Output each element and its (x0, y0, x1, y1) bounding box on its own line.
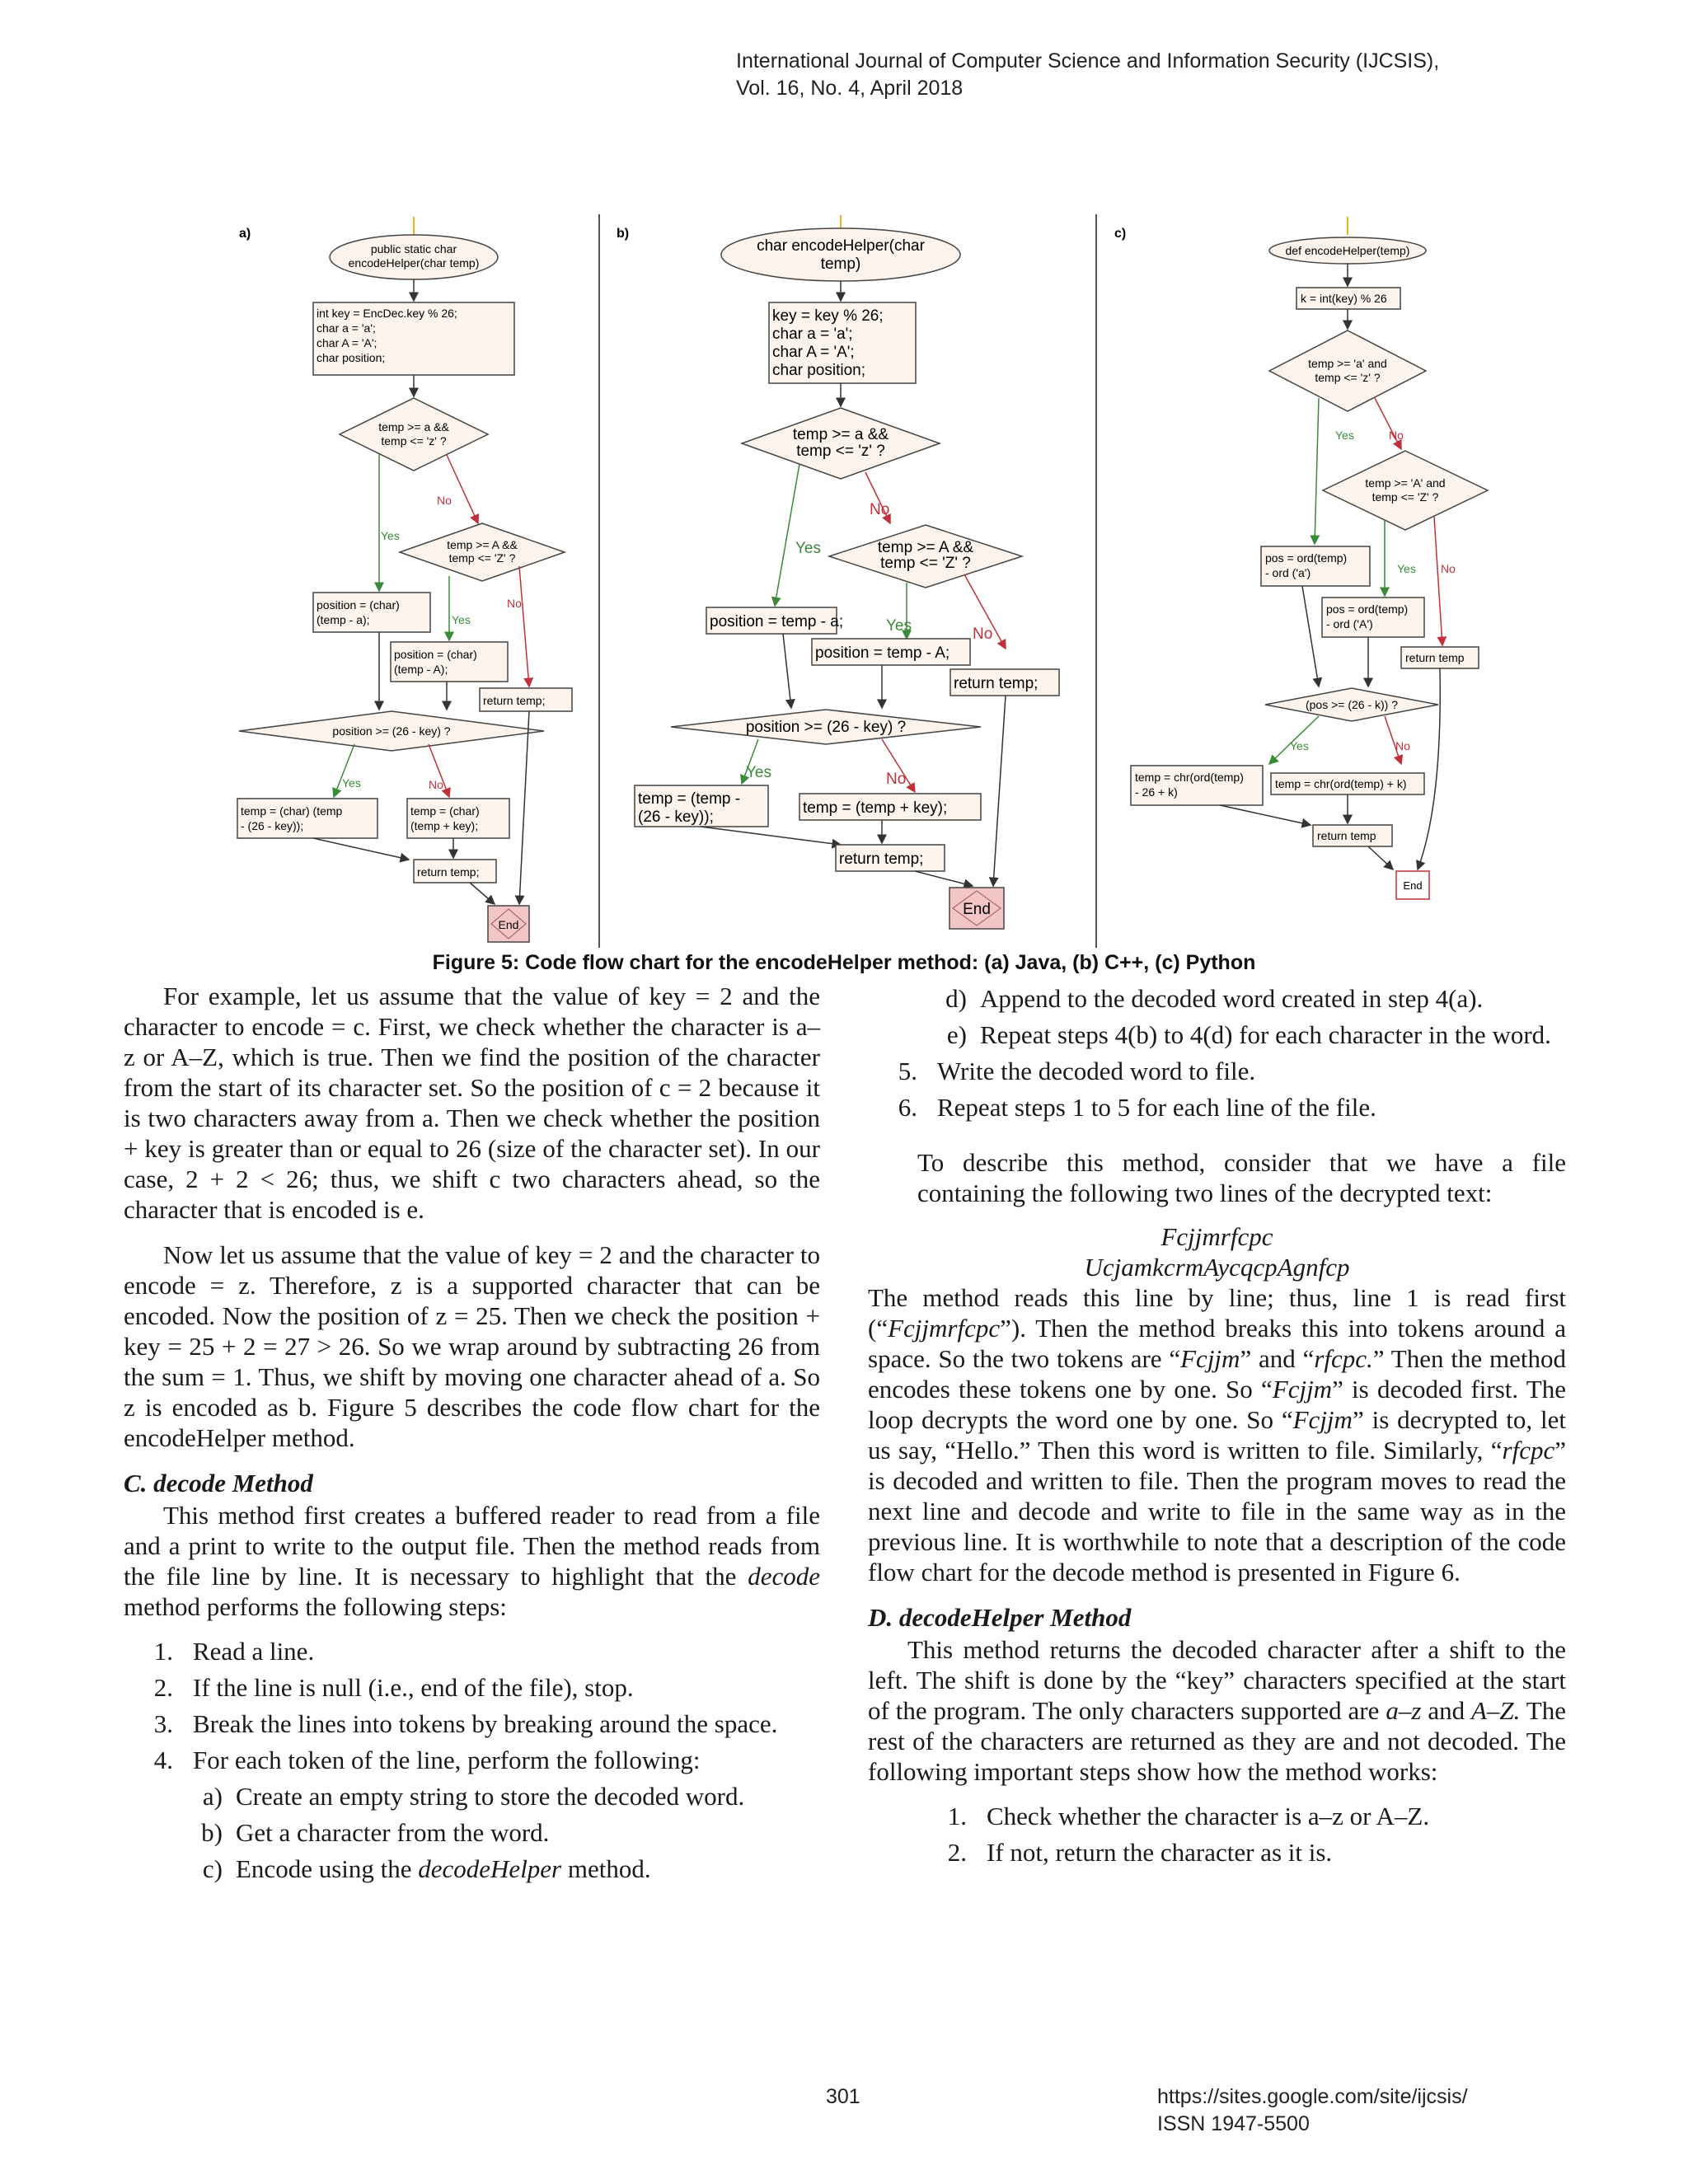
box-text: position = temp - a; (710, 613, 844, 630)
example-line-1: Fcjjmrfcpc (1160, 1222, 1273, 1251)
text-italic: a–z (1386, 1696, 1422, 1725)
list-number: 2. (947, 1838, 967, 1867)
box-text: k = int(key) % 26 (1301, 292, 1387, 305)
list-item (917, 981, 1566, 1017)
section-heading-decode: C. decode Method (124, 1469, 313, 1497)
yes-label: Yes (1397, 562, 1416, 575)
decision-text: (pos >= (26 - k)) ? (1305, 698, 1399, 711)
list-text (236, 1851, 820, 1887)
yes-label: Yes (746, 764, 771, 781)
panel-c-label: c) (1114, 227, 1127, 241)
list-text: Check whether the character is a–z or A–Z. (987, 1802, 1430, 1830)
list-text: Repeat steps 1 to 5 for each line of the file. (937, 1093, 1376, 1122)
box-text: (26 - key)); (638, 808, 714, 826)
figure-5 (231, 210, 1591, 952)
yes-label: Yes (886, 617, 912, 635)
no-label: No (886, 771, 907, 788)
decision-text: temp <= 'z' ? (1315, 371, 1381, 384)
page-number: 301 (826, 2085, 860, 2108)
list-text: Write the decoded word to file. (937, 1057, 1256, 1085)
start-text: public static char (370, 242, 457, 255)
box-text: temp = (temp - (638, 790, 741, 808)
box-text: pos = ord(temp) (1265, 551, 1348, 565)
init-line: int key = EncDec.key % 26; (316, 307, 457, 320)
box-text: pos = ord(temp) (1326, 602, 1409, 616)
decodehelper-steps-list (917, 1798, 1566, 1871)
list-text: If the line is null (i.e., end of the file), stop. (193, 1673, 634, 1702)
decision-text: temp <= 'Z' ? (448, 551, 516, 565)
decode-steps-list (124, 1633, 820, 1779)
box-text: - ord ('a') (1265, 566, 1311, 579)
text: ” and “ (1240, 1344, 1315, 1373)
list-number: e) (946, 1020, 967, 1049)
box-text: - ord ('A') (1326, 617, 1373, 630)
init-line: char a = 'a'; (316, 321, 376, 335)
list-item (917, 1835, 1566, 1871)
start-text: def encodeHelper(temp) (1285, 244, 1410, 257)
text-italic: rfcpc (1502, 1436, 1555, 1465)
panel-b (617, 215, 1059, 929)
end-text: End (1403, 879, 1423, 892)
text: The method reads this line by line; thus, line 1 is read first (“ (868, 1283, 1566, 1343)
text: method performs the following steps: (124, 1592, 507, 1621)
text: ” Then the method encodes these tokens one by one. So “ (868, 1344, 1566, 1404)
text: ” is decrypted to, let us say, “Hello.” Then this word is written to file. Similarly, “ (868, 1405, 1567, 1465)
end-text: End (963, 901, 991, 918)
list-number: 4. (153, 1746, 173, 1774)
list-text: Create an empty string to store the decoded word. (236, 1782, 745, 1811)
no-label: No (973, 626, 993, 643)
no-label: No (437, 494, 452, 507)
text: This method returns the decoded character after a shift to the left. The shift is done by the “key” characters specified at the start of the program. The only characters supported are (868, 1635, 1566, 1725)
list-text: For each token of the line, perform the following: (193, 1746, 701, 1774)
figure-caption: Figure 5: Code flow chart for the encodeHelper method: (a) Java, (b) C++, (c) Python (432, 951, 1256, 974)
list-item (173, 1779, 820, 1815)
box-text: (temp - A); (394, 663, 448, 676)
text-italic: rfcpc. (1314, 1344, 1373, 1373)
start-node (721, 228, 960, 281)
journal-volume: Vol. 16, No. 4, April 2018 (736, 77, 964, 100)
decode-steps-list (868, 1053, 1566, 1126)
decision-text: temp >= A && (447, 538, 518, 551)
text-italic: Fcjjm (1292, 1405, 1353, 1434)
journal-header (736, 48, 1439, 102)
list-item (868, 1090, 1566, 1126)
start-text: temp) (820, 255, 861, 273)
text-italic: decodeHelper (418, 1854, 562, 1883)
box-text: return temp; (417, 865, 480, 879)
decision-text: temp >= 'a' and (1308, 357, 1387, 370)
text: Encode using the (236, 1854, 419, 1883)
yes-label: Yes (452, 613, 471, 626)
list-item (124, 1670, 820, 1706)
no-label: No (429, 778, 443, 791)
no-label: No (1441, 562, 1456, 575)
footer-url[interactable]: https://sites.google.com/site/ijcsis/ (1157, 2085, 1468, 2108)
box-text: temp = (char) (410, 804, 480, 818)
paragraph: For example, let us assume that the value of key = 2 and the character to encode = c. First, we check whether the character is a–z or A–Z, which is true. Then we find the position of the character from the start of its character set. So the position of c = 2 because it is two characters away from a. Then we check whether the position + key is greater than or equal to 26 (size of the character set). In our case, 2 + 2 < 26; thus, we shift c two characters ahead, so the character that is encoded is e. (124, 982, 820, 1224)
list-text: Break the lines into tokens by breaking around the space. (193, 1709, 778, 1738)
section-heading-decodehelper: D. decodeHelper Method (868, 1603, 1132, 1632)
init-line: char A = 'A'; (772, 344, 855, 361)
journal-title: International Journal of Computer Science and Information Security (IJCSIS), (736, 49, 1440, 73)
list-number: 1. (947, 1802, 967, 1830)
list-text: Repeat steps 4(b) to 4(d) for each character in the word. (980, 1020, 1551, 1049)
example-line-2: UcjamkcrmAycqcpAgnfcp (1084, 1253, 1350, 1282)
list-number: 1. (153, 1637, 173, 1666)
footer-issn: ISSN 1947-5500 (1157, 2112, 1310, 2135)
box-text: position = temp - A; (815, 644, 950, 662)
box-text: - (26 - key)); (241, 819, 304, 832)
panel-a (237, 217, 572, 942)
init-line: char position; (772, 362, 866, 379)
text: The rest of the characters are returned as they are and not decoded. The following important steps show how the method works: (868, 1696, 1566, 1786)
decision-text: temp >= a && (792, 426, 889, 443)
list-text: Read a line. (193, 1637, 315, 1666)
list-item (917, 1798, 1566, 1835)
text: ”). Then the method breaks this into tokens around a space. So the two tokens are “ (868, 1314, 1566, 1373)
list-item (124, 1706, 820, 1742)
list-item (173, 1815, 820, 1851)
list-item (173, 1851, 820, 1887)
no-label: No (1395, 739, 1410, 752)
end-text: End (498, 918, 519, 931)
decision-text: temp >= a && (378, 420, 449, 434)
box-text: (temp + key); (410, 819, 479, 832)
start-text: encodeHelper(char temp) (348, 256, 480, 269)
sub-steps (173, 1779, 820, 1887)
box-text: return temp (1405, 651, 1465, 664)
list-number: d) (945, 984, 967, 1013)
box-text: return temp (1317, 829, 1376, 842)
list-number: a) (202, 1782, 223, 1811)
text: This method first creates a buffered reader to read from a file and a print to write to the output file. Then the method reads from the file line by line. It is necessary to highlight that the (124, 1501, 820, 1591)
text: method. (561, 1854, 651, 1883)
panel-c (1114, 217, 1488, 899)
text: ” is decoded first. The loop decrypts the word one by one. So “ (868, 1375, 1566, 1434)
paragraph (868, 1282, 1566, 1587)
box-text: position = (char) (394, 648, 477, 661)
panel-b-label: b) (617, 227, 630, 241)
box-text: return temp; (839, 851, 924, 868)
init-line: key = key % 26; (772, 307, 884, 325)
decision-text: temp <= 'z' ? (381, 434, 447, 448)
init-line: char A = 'A'; (316, 336, 377, 349)
list-item (917, 1017, 1566, 1053)
yes-label: Yes (1335, 429, 1354, 442)
panel-a-label: a) (239, 227, 251, 241)
list-number: c) (202, 1854, 223, 1883)
paragraph: Now let us assume that the value of key = 2 and the character to encode = z. Therefore, z is a supported character that can be encoded. Now the position of z = 25. Then we check the position + key = 25 + 2 = 27 > 26. So we wrap around by subtracting 26 from the sum = 1. Thus, we shift by moving one character ahead of a. So z is encoded as b. Figure 5 describes the code flow chart for the encodeHelper method. (124, 1240, 820, 1452)
box-text: temp = chr(ord(temp) (1135, 771, 1244, 784)
no-label: No (507, 597, 522, 610)
list-text: Append to the decoded word created in step 4(a). (980, 984, 1484, 1013)
list-item (124, 1633, 820, 1670)
yes-label: Yes (795, 540, 821, 557)
start-text: char encodeHelper(char (757, 237, 925, 255)
yes-label: Yes (381, 529, 400, 542)
decision-text: position >= (26 - key) ? (745, 719, 907, 736)
list-text: If not, return the character as it is. (987, 1838, 1333, 1867)
list-number: 3. (153, 1709, 173, 1738)
yes-label: Yes (1290, 739, 1309, 752)
text-italic: Fcjjm (1180, 1344, 1240, 1373)
no-label: No (1389, 429, 1404, 442)
list-number: b) (201, 1818, 223, 1847)
init-line: char position; (316, 351, 386, 364)
text-italic: decode (748, 1562, 820, 1591)
text-italic: Fcjjm (1272, 1375, 1333, 1404)
decision-text: temp <= 'z' ? (796, 443, 885, 460)
init-line: char a = 'a'; (772, 326, 853, 343)
list-number: 2. (153, 1673, 173, 1702)
text-italic: A–Z. (1471, 1696, 1521, 1725)
decision-text: temp >= A && (877, 539, 974, 556)
text-italic: Fcjjmrfcpc (888, 1314, 1001, 1343)
left-column (124, 981, 820, 1887)
paragraph (124, 1500, 820, 1622)
list-number: 5. (898, 1057, 917, 1085)
sub-steps (917, 981, 1566, 1053)
box-text: - 26 + k) (1135, 785, 1178, 799)
list-item (124, 1742, 820, 1779)
flowchart-svg (231, 210, 1591, 952)
decision-text: temp >= 'A' and (1365, 476, 1446, 490)
box-text: position = (char) (316, 598, 400, 612)
paragraph (868, 1634, 1566, 1787)
box-text: (temp - a); (316, 613, 370, 626)
decision-text: position >= (26 - key) ? (332, 724, 451, 738)
yes-label: Yes (342, 776, 361, 790)
no-label: No (870, 501, 890, 518)
text: and (1421, 1696, 1471, 1725)
decision-text: temp <= 'Z' ? (880, 555, 971, 572)
list-number: 6. (898, 1093, 917, 1122)
box-text: temp = (char) (temp (241, 804, 343, 818)
paragraph: To describe this method, consider that we have a file containing the following two lines of the decrypted text: (917, 1148, 1566, 1207)
decision-text: temp <= 'Z' ? (1372, 490, 1439, 504)
box-text: temp = chr(ord(temp) + k) (1275, 777, 1407, 790)
text: ” is decoded and written to file. Then the program moves to read the next line and decode and write to file in the same way as in the previous line. It is worthwhile to note that a description of the code flow chart for the decode method is presented in Figure 6. (868, 1436, 1566, 1586)
list-text: Get a character from the word. (236, 1818, 550, 1847)
box-text: temp = (temp + key); (803, 799, 948, 817)
box-text: return temp; (954, 675, 1039, 692)
right-column (868, 981, 1566, 1871)
box-text: return temp; (483, 694, 546, 707)
list-item (868, 1053, 1566, 1090)
